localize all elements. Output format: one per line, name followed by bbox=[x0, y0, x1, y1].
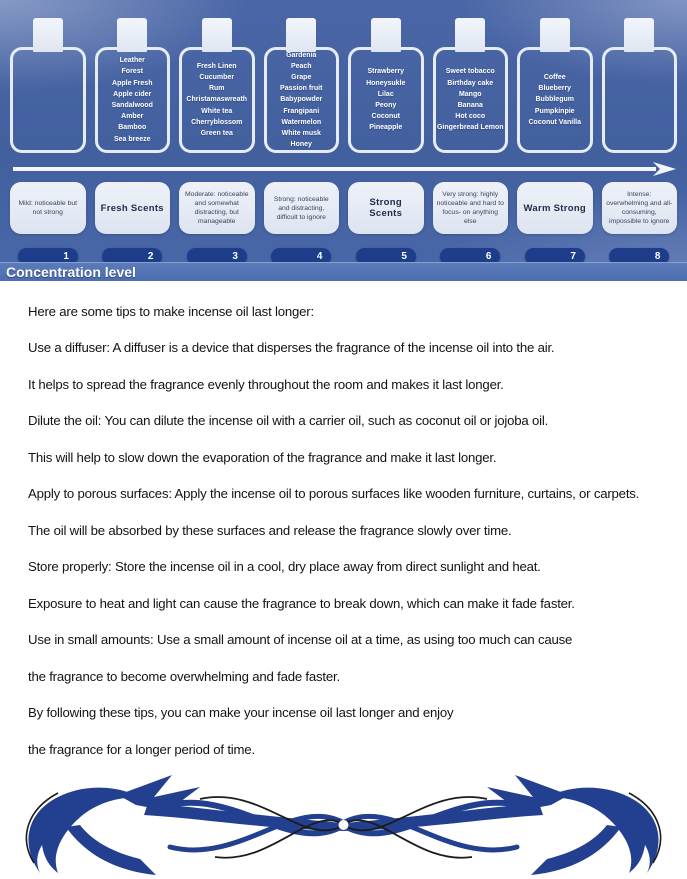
scent-line: Rum bbox=[208, 85, 225, 93]
level-box-4: Strong: noticeable and distracting, difficult to ignore bbox=[264, 182, 340, 234]
bottle-cap-icon bbox=[540, 18, 570, 52]
scent-line: Pumpkinpie bbox=[534, 107, 575, 115]
level-box-2: Fresh Scents bbox=[95, 182, 171, 234]
flourish-icon bbox=[0, 765, 687, 877]
bottle-cap-icon bbox=[455, 18, 485, 52]
scent-line: Apple Fresh bbox=[112, 79, 153, 87]
scent-line: Coffee bbox=[543, 73, 566, 81]
scent-line: Hot coco bbox=[455, 113, 486, 121]
bottle-6 bbox=[433, 18, 509, 153]
scent-line: Mango bbox=[458, 90, 482, 98]
scent-line: Blueberry bbox=[538, 85, 572, 93]
scent-line: Cucumber bbox=[199, 73, 235, 81]
bottle-body bbox=[179, 47, 255, 153]
scent-line: Coconut bbox=[371, 113, 400, 121]
bottle-body bbox=[433, 47, 509, 153]
concentration-axis bbox=[0, 262, 687, 281]
axis-arrow-icon bbox=[10, 162, 677, 176]
scent-line: White musk bbox=[281, 130, 321, 138]
bottle-1 bbox=[10, 18, 86, 153]
levels-row bbox=[10, 182, 677, 234]
level-box-1: Mild: noticeable but not strong bbox=[10, 182, 86, 234]
level-number: 5 bbox=[401, 251, 407, 262]
scent-list-4 bbox=[280, 50, 322, 151]
scent-line: Peach bbox=[290, 62, 312, 70]
concentration-panel bbox=[0, 0, 687, 281]
scent-line: Apple cider bbox=[113, 90, 152, 98]
bottle-4 bbox=[264, 18, 340, 153]
bottle-cap-icon bbox=[624, 18, 654, 52]
bottle-cap-icon bbox=[33, 18, 63, 52]
bottle-body bbox=[264, 47, 340, 153]
scent-list-7 bbox=[528, 72, 581, 128]
scent-line: White tea bbox=[201, 107, 233, 115]
level-box-3: Moderate: noticeable and somewhat distracting, but manageable bbox=[179, 182, 255, 234]
scent-line: Honey bbox=[290, 141, 312, 149]
axis-label: Concentration level bbox=[6, 264, 136, 280]
scent-line: Leather bbox=[119, 57, 145, 65]
scent-line: Christamaswreath bbox=[186, 96, 248, 104]
tip-line: Use a diffuser: A diffuser is a device that disperses the fragrance of the incense oil into the air. bbox=[28, 340, 555, 356]
scent-line: Gardenia bbox=[286, 51, 317, 59]
bottle-body bbox=[10, 47, 86, 153]
scent-line: Green tea bbox=[200, 130, 233, 137]
level-number: 2 bbox=[147, 251, 154, 262]
scent-line: Bubblegum bbox=[535, 96, 574, 104]
bottle-cap-icon bbox=[202, 18, 232, 52]
bottles-row bbox=[10, 18, 677, 153]
tip-line: the fragrance to become overwhelming and fade faster. bbox=[28, 668, 340, 684]
level-number: 4 bbox=[316, 251, 323, 262]
scent-line: Passion fruit bbox=[280, 85, 323, 93]
tip-line: Dilute the oil: You can dilute the incense oil with a carrier oil, such as coconut oil or jojoba oil. bbox=[28, 413, 549, 429]
scent-line: Amber bbox=[121, 113, 144, 121]
bottle-3 bbox=[179, 18, 255, 153]
tip-line: Apply to porous surfaces: Apply the incense oil to porous surfaces like wooden furniture, curtains, or carpets. bbox=[28, 486, 640, 502]
level-number: 7 bbox=[570, 251, 576, 262]
scent-line: Sandalwood bbox=[111, 102, 153, 109]
level-number: 8 bbox=[654, 251, 661, 262]
scent-line: Peony bbox=[375, 102, 397, 109]
bottle-body bbox=[95, 47, 171, 153]
scent-list-3 bbox=[186, 61, 247, 139]
level-box-7: Warm Strong bbox=[517, 182, 593, 234]
tip-line: Use in small amounts: Use a small amount of incense oil at a time, as using too much can cause bbox=[28, 632, 573, 648]
scent-list-5 bbox=[366, 66, 405, 133]
scent-line: Bamboo bbox=[118, 124, 147, 132]
bottle-body bbox=[348, 47, 424, 153]
tip-line: Store properly: Store the incense oil in a cool, dry place away from direct sunlight and heat. bbox=[28, 559, 541, 575]
tip-line: Exposure to heat and light can cause the fragrance to break down, which can make it fade faster. bbox=[28, 595, 575, 611]
tip-line: the fragrance for a longer period of time. bbox=[28, 741, 255, 757]
scent-list-2 bbox=[112, 55, 153, 145]
level-number: 3 bbox=[232, 251, 238, 262]
bottle-cap-icon bbox=[117, 18, 147, 52]
scent-list-6 bbox=[437, 66, 504, 133]
bottle-8 bbox=[602, 18, 678, 153]
scent-line: Sea breeze bbox=[113, 135, 151, 143]
bottle-cap-icon bbox=[371, 18, 401, 52]
scent-line: Forest bbox=[121, 68, 143, 76]
tip-line: This will help to slow down the evaporation of the fragrance and make it last longer. bbox=[28, 449, 497, 465]
level-box-8: Intense: overwhelming and all-consuming, impossible to ignore bbox=[602, 182, 678, 234]
bottle-body bbox=[602, 47, 678, 153]
tip-line: By following these tips, you can make your incense oil last longer and enjoy bbox=[28, 705, 454, 721]
bottle-2 bbox=[95, 18, 171, 153]
tips-text bbox=[0, 281, 687, 768]
scent-line: Cherryblossom bbox=[191, 118, 243, 126]
scent-line: Coconut Vanilla bbox=[528, 118, 581, 126]
tip-line: The oil will be absorbed by these surfaces and release the fragrance slowly over time. bbox=[28, 522, 512, 538]
scent-line: Frangipani bbox=[283, 107, 320, 115]
scent-line: Gingerbread Lemon bbox=[436, 124, 504, 132]
bottle-cap-icon bbox=[286, 18, 316, 52]
scent-line: Pineapple bbox=[369, 124, 403, 132]
level-box-5: Strong Scents bbox=[348, 182, 424, 234]
scent-line: Strawberry bbox=[367, 68, 405, 76]
level-number: 6 bbox=[485, 251, 492, 262]
level-box-6: Very strong: highly noticeable and hard to focus- on anything else bbox=[433, 182, 509, 234]
scent-line: Grape bbox=[291, 74, 312, 81]
scent-line: Sweet tobacco bbox=[445, 68, 495, 76]
scent-line: Honeysukle bbox=[366, 79, 406, 87]
scent-line: Watermelon bbox=[281, 118, 322, 126]
scent-line: Birthday cake bbox=[447, 79, 494, 87]
bottle-5 bbox=[348, 18, 424, 153]
bottle-7 bbox=[517, 18, 593, 153]
scent-line: Fresh Linen bbox=[196, 62, 237, 70]
tip-line: It helps to spread the fragrance evenly throughout the room and makes it last longer. bbox=[28, 376, 504, 392]
scent-line: Babypowder bbox=[280, 96, 323, 104]
scent-line: Banana bbox=[457, 102, 483, 109]
level-number: 1 bbox=[63, 251, 69, 262]
scent-line: Lilac bbox=[377, 90, 394, 98]
tip-line: Here are some tips to make incense oil last longer: bbox=[28, 303, 314, 319]
bottle-body bbox=[517, 47, 593, 153]
